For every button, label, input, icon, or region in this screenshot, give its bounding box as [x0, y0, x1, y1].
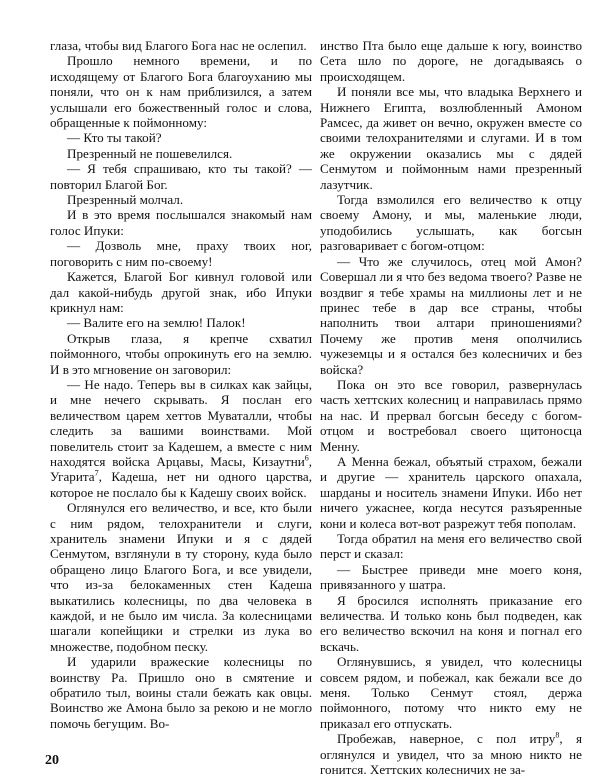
paragraph: Презренный не пошевелился. [67, 145, 233, 161]
footnote-marker: 8 [555, 730, 560, 740]
paragraph: — Дозволь мне, праху твоих ног, поговорить с ним по-своему! [50, 238, 312, 269]
paragraph: Прошло немного времени, и по исходящему от Благого Бога благоуханию мы поняли, что он к нам приблизился, а затем услышали его божественный голос и слова, обращенные к поймонному: [50, 53, 312, 131]
paragraph: Тогда обратил на меня его величество свой перст и сказал: [320, 531, 582, 562]
footnote-marker: 6 [304, 453, 309, 463]
page-number: 20 [45, 753, 59, 768]
paragraph: Открыв глаза, я крепче схватил поймонного, чтобы опрокинуть его на землю. И в это мгновение он заговорил: [50, 330, 312, 377]
paragraph-with-footnotes: — Не надо. Теперь вы в силках как зайцы, и мне нечего скрывать. Я послан его величеством царем хеттов Муваталли, чтобы следить за вашими воинствами. Мой повелитель стоит за Кадешем, а вместе с ним находятся войска Арцавы, Масы, Кизаутни$^6$, Угарита$^7$, Кадеша, нет ни одного царства, которое не послало бы к Кадешу своих войск. [50, 376, 312, 500]
paragraph: Презренный молчал. [67, 192, 184, 208]
left-column [50, 38, 312, 731]
paragraph: — Что же случилось, отец мой Амон? Совершал ли я что без ведома твоего? Разве не воздвиг я тебе храмы на миллионы лет и не принес тебе в дар все страны, чтобы наполнить твои алтари приношениями? Почему же против меня ополчились чужеземцы и я остался без колесничих и без войска? [320, 253, 582, 377]
paragraph: — Я тебя спрашиваю, кто ты такой? — повторил Благой Бог. [50, 161, 312, 192]
paragraph: И в это время послышался знакомый нам голос Ипуки: [50, 207, 312, 238]
paragraph: Пока он это все говорил, развернулась часть хеттских колесниц и направилась прямо на нас. И прервал богсын беседу с богом-отцом и востребовал своего щитоносца Менну. [320, 376, 582, 454]
paragraph: И ударили вражеские колесницы по воинству Ра. Пришло оно в смятение и обратило тыл, воины стали бежать как овцы. Воинство же Амона было за рекою и не могло помочь бегущим. Во- [50, 654, 312, 731]
paragraph: Кажется, Благой Бог кивнул головой или дал какой-нибудь другой знак, ибо Ипуки крикнул нам: [50, 269, 312, 315]
paragraph: глаза, чтобы вид Благого Бога нас не ослепил. [50, 38, 307, 53]
paragraph: инство Пта было еще дальше к югу, воинство Сета шло по дороге, не догадываясь о происходящем. [320, 38, 582, 84]
paragraph: Оглянулся его величество, и все, кто были с ним рядом, телохранители и слуги, хранитель знамени Ипуки и я с дядей Сенмутом, взглянули в ту сторону, куда было обращено лицо Благого Бога, и все увидели, что из-за белокаменных стен Кадеша выкатились колесницы, по два человека в каждой, и не было им числа. За колесницами шагали копейщики и стрелки из лука во множестве, подобном песку. [50, 500, 312, 654]
paragraph: А Менна бежал, объятый страхом, бежали и другие — хранитель царского опахала, шарданы и носитель знамени Ипуки. Ибо нет ничего ужаснее, когда несутся разъяренные кони и колеса вот-вот разрежут тебя пополам. [320, 453, 582, 531]
footnote-marker: 7 [94, 469, 99, 479]
paragraph: Тогда взмолился его величество к отцу своему Амону, и мы, маленькие люди, уподобились услышать, как богсын разговаривает с богом-отцом: [320, 192, 582, 254]
paragraph: — Кто ты такой? [67, 130, 162, 146]
paragraph: Оглянувшись, я увидел, что колесницы совсем рядом, и побежал, как бежали все до меня. Только Сенмут стоял, держа поймонного, потому что никто ему не приказал его отпускать. [320, 654, 582, 731]
paragraph: — Быстрее приведи мне моего коня, привязанного у шатра. [320, 561, 582, 593]
paragraph: — Валите его на землю! Палок! [67, 315, 246, 331]
paragraph: И поняли все мы, что владыка Верхнего и Нижнего Египта, возлюбленный Амоном Рамсес, да живет он вечно, окружен вместе со своими телохранителями и слугами. И в том же окружении оказались мы с дядей Сенмутом и поймонным нами презренный лазутчик. [320, 84, 582, 192]
right-column [320, 38, 582, 778]
paragraph-with-footnote: Пробежав, наверное, с пол итру$^8$, я оглянулся и увидел, что за мною никто не гонится. Хеттских колесничих не за- [320, 730, 582, 778]
paragraph: Я бросился исполнять приказание его величества. И только конь был подведен, как его величество вскочил на коня и погнал его вскачь. [320, 592, 582, 654]
